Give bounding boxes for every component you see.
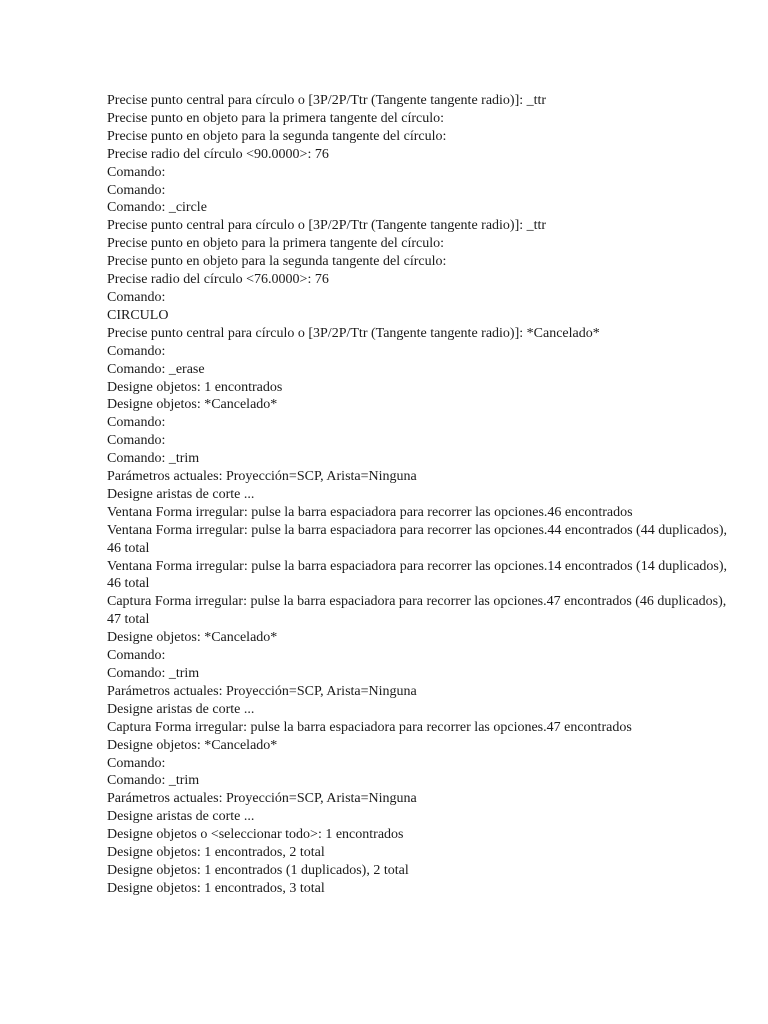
log-line: Designe objetos: *Cancelado* [107,737,278,753]
log-line: Designe objetos: *Cancelado* [107,630,278,646]
log-line: Precise radio del círculo <76.0000>: 76 [107,272,329,288]
log-line: Ventana Forma irregular: pulse la barra espaciadora para recorrer las opciones.44 encontrados (44 duplicados), 46 total [107,522,731,556]
log-line: Captura Forma irregular: pulse la barra espaciadora para recorrer las opciones.47 encontrados [107,719,632,735]
log-line: Comando: _trim [107,666,200,681]
log-line: Precise punto en objeto para la primera tangente del círculo: [107,236,445,252]
command-log-document [107,92,737,898]
log-line: Comando: [107,433,166,449]
log-line: Precise punto en objeto para la segunda tangente del círculo: [107,128,447,144]
log-line: Designe aristas de corte ... [107,809,255,825]
log-line: Designe objetos: 1 encontrados, 2 total [107,845,325,861]
log-line: Parámetros actuales: Proyección=SCP, Arista=Ninguna [107,791,417,807]
log-line: Comando: [107,415,166,431]
log-line: Comando: [107,289,166,305]
log-line: Designe objetos: 1 encontrados [107,379,283,395]
log-line: CIRCULO [107,307,169,323]
log-line: Comando: [107,182,166,198]
log-line: Designe objetos: 1 encontrados (1 duplicados), 2 total [107,862,409,878]
log-line: Precise punto en objeto para la segunda tangente del círculo: [107,254,447,270]
log-line: Comando: _trim [107,451,200,467]
log-line: Designe objetos: *Cancelado* [107,397,278,413]
log-line: Parámetros actuales: Proyección=SCP, Arista=Ninguna [107,683,417,699]
log-line: Precise punto central para círculo o [3P/2P/Ttr (Tangente tangente radio)]: _ttr [107,218,547,234]
log-line: Comando: [107,343,166,359]
log-line: Comando: _erase [107,361,205,377]
log-line: Comando: _circle [107,200,207,216]
log-line: Designe objetos: 1 encontrados, 3 total [107,880,325,896]
log-line: Precise punto central para círculo o [3P/2P/Ttr (Tangente tangente radio)]: *Cancelado* [107,325,600,341]
log-line: Comando: [107,648,166,664]
log-line: Captura Forma irregular: pulse la barra espaciadora para recorrer las opciones.47 encontrados (46 duplicados), 47 total [107,594,730,628]
log-line: Ventana Forma irregular: pulse la barra espaciadora para recorrer las opciones.14 encontrados (14 duplicados), 46 total [107,558,731,592]
log-line: Comando: [107,755,166,771]
log-line: Ventana Forma irregular: pulse la barra espaciadora para recorrer las opciones.46 encontrados [107,504,633,520]
log-line: Precise punto central para círculo o [3P/2P/Ttr (Tangente tangente radio)]: _ttr [107,93,547,108]
log-line: Comando: [107,164,166,180]
log-line: Designe aristas de corte ... [107,486,255,502]
log-line: Designe objetos o <seleccionar todo>: 1 encontrados [107,827,404,843]
log-line: Precise punto en objeto para la primera tangente del círculo: [107,110,445,126]
log-line: Parámetros actuales: Proyección=SCP, Arista=Ninguna [107,469,417,485]
log-line: Comando: _trim [107,773,200,789]
log-line: Designe aristas de corte ... [107,701,255,717]
log-line: Precise radio del círculo <90.0000>: 76 [107,146,329,162]
